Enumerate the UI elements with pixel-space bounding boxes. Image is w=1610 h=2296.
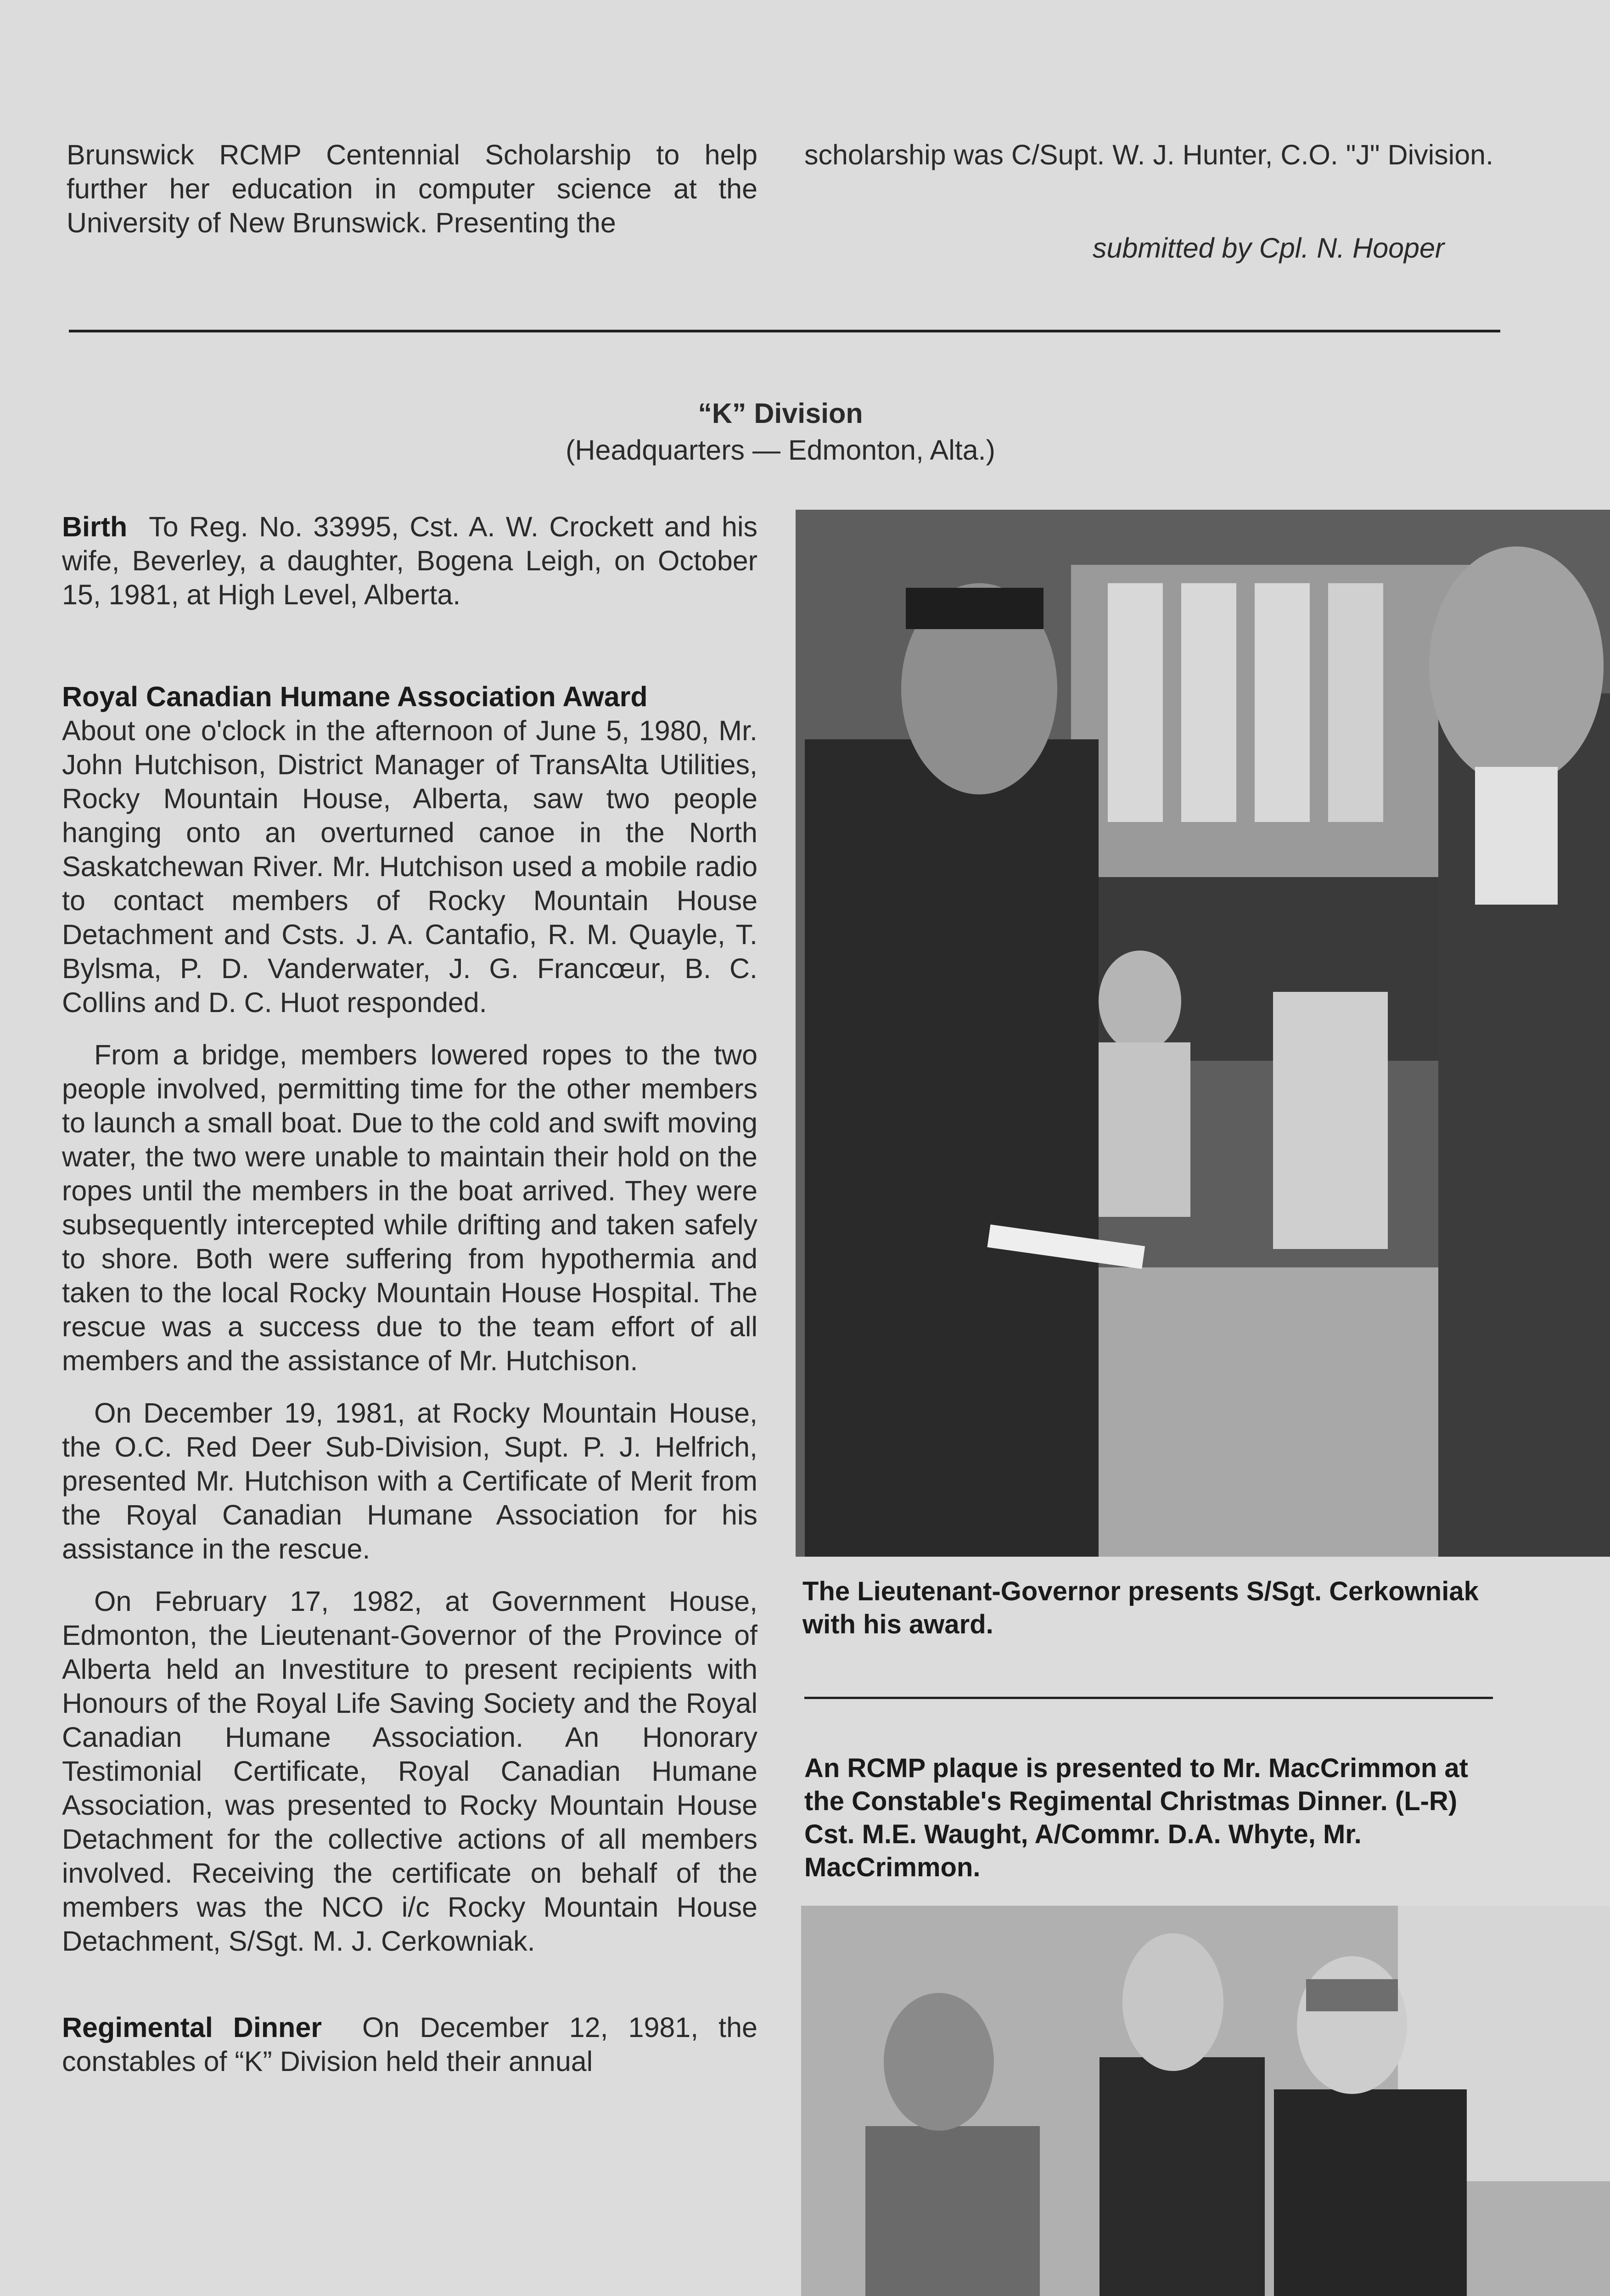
caption-divider: [804, 1697, 1493, 1699]
birth-paragraph: [62, 510, 757, 612]
birth-text: To Reg. No. 33995, Cst. A. W. Crockett and his wife, Beverley, a daughter, Bogena Leigh, on October 15, 1981, at High Level, Alberta.: [62, 511, 757, 610]
humane-paragraph-4: On February 17, 1982, at Government House, Edmonton, the Lieutenant-Governor of the Province of Alberta held an Investiture to present recipients with Honours of the Royal Life Saving Society and the Royal Canadian Humane Association. An Honorary Testimonial Certificate, Royal Canadian Humane Association, was presented to Rocky Mountain House Detachment for the collective actions of all members involved. Receiving the certificate on behalf of the members was the NCO i/c Rocky Mountain House Detachment, S/Sgt. M. J. Cerkowniak.: [62, 1586, 757, 1957]
photo-award-presentation: [796, 510, 1610, 1557]
continued-text-right: scholarship was C/Supt. W. J. Hunter, C.O. "J" Division.: [804, 139, 1494, 170]
photo-plaque-presentation: [801, 1906, 1610, 2296]
division-subtitle: (Headquarters — Edmonton, Alta.): [566, 434, 995, 466]
division-title: “K” Division: [698, 398, 863, 429]
section-divider: [69, 330, 1500, 332]
dinner-label: Regimental Dinner: [62, 2012, 322, 2043]
photo-caption-2: An RCMP plaque is presented to Mr. MacCrimmon at the Constable's Regimental Christmas Dinner. (L-R) Cst. M.E. Waught, A/Commr. D.A. Whyte, Mr. MacCrimmon.: [804, 1753, 1468, 1882]
birth-label: Birth: [62, 511, 128, 542]
humane-paragraph-2: From a bridge, members lowered ropes to the two people involved, permitting time for the other members to launch a small boat. Due to the cold and swift moving water, the two were unable to maintain their hold on the ropes until the members in the boat arrived. They were subsequently intercepted while drifting and taken safely to shore. Both were suffering from hypothermia and taken to the local Rocky Mountain House Hospital. The rescue was a success due to the team effort of all members and the assistance of Mr. Hutchison.: [62, 1039, 757, 1376]
article-body: [62, 510, 757, 2078]
photo-caption-1: The Lieutenant-Governor presents S/Sgt. Cerkowniak with his award.: [802, 1576, 1479, 1639]
dinner-paragraph: [62, 2010, 757, 2078]
dinner-text: On December 12, 1981, the constables of “K” Division held their annual: [62, 2012, 757, 2077]
humane-paragraph-1: About one o'clock in the afternoon of June 5, 1980, Mr. John Hutchison, District Manager of TransAlta Utilities, Rocky Mountain House, Alberta, saw two people hanging onto an overturned canoe in the North Saskatchewan River. Mr. Hutchison used a mobile radio to contact members of Rocky Mountain House Detachment and Csts. J. A. Cantafio, R. M. Quayle, T. Bylsma, P. D. Vanderwater, J. G. Francœur, B. C. Collins and D. C. Huot responded.: [62, 715, 757, 1018]
humane-paragraph-3: On December 19, 1981, at Rocky Mountain House, the O.C. Red Deer Sub-Division, Supt. P. J. Helfrich, presented Mr. Hutchison with a Certificate of Merit from the Royal Canadian Humane Association for his assistance in the rescue.: [62, 1397, 757, 1564]
humane-heading: Royal Canadian Humane Association Award: [62, 681, 648, 712]
submitted-by: submitted by Cpl. N. Hooper: [1093, 232, 1445, 264]
continued-text-left: Brunswick RCMP Centennial Scholarship to help further her education in computer science at the University of New Brunswick. Presenting the: [67, 139, 757, 238]
division-header: [459, 395, 1102, 468]
